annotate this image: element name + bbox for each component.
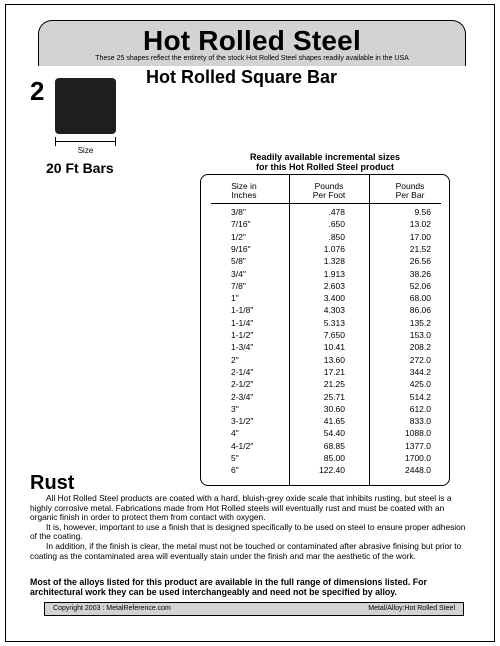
cell-per-foot: 41.65 (323, 416, 345, 427)
shape-number: 2 (30, 76, 45, 106)
cell-size: 1-1/8" (231, 305, 254, 316)
table-caption-line1: Readily available incremental sizes (249, 152, 401, 162)
cell-per-foot: 7.650 (323, 330, 345, 340)
cell-size: 6" (231, 465, 239, 476)
table-caption-line2: for this Hot Rolled Steel product (255, 162, 394, 172)
header-per-foot-line2: Per Foot (312, 190, 346, 200)
table-row (201, 305, 449, 317)
header-per-bar-line2: Per Bar (395, 190, 425, 200)
rust-paragraph: In addition, if the finish is clear, the metal must not be touched or contaminated after abrasive finising but prior to coating as the contaminated area will eventually stain under the finish and mar the aesthetic of the work. (30, 540, 462, 561)
size-table (200, 174, 450, 486)
table-row (201, 207, 449, 219)
cell-per-bar: 833.0 (409, 416, 431, 427)
page-title: Hot Rolled Steel (143, 25, 361, 56)
table-row (201, 281, 449, 293)
cell-per-bar: 17.00 (409, 231, 431, 242)
cell-per-bar: 86.06 (409, 305, 431, 316)
cell-per-foot: 13.60 (323, 354, 345, 365)
dimension-label: Size (77, 146, 94, 155)
header-per-bar (371, 182, 449, 200)
cell-per-bar: 208.2 (409, 342, 431, 353)
cell-size: 5/8" (231, 256, 246, 267)
cell-per-foot: 30.60 (323, 403, 345, 414)
rust-paragraph: It is, however, important to use a finish that is designed specifically to be used on steel to ensure proper adhesion of the coating. (30, 521, 466, 542)
cell-per-foot: 3.400 (323, 293, 345, 304)
cell-size: 1-1/2" (231, 330, 254, 340)
cell-size: 1-3/4" (231, 342, 254, 353)
rust-paragraph: All Hot Rolled Steel products are coated with a hard, bluish-grey oxide scale that inhibits rusting, but steel is a highly corrosive metal. Fabrications made from Hot Rolled steels will eventually rust and must be coated with an organic finish in order to protect them from contact with oxygen. (30, 493, 452, 523)
cell-size: 2-1/4" (231, 366, 254, 377)
cell-per-bar: 1700.0 (405, 453, 431, 463)
table-row (201, 404, 449, 416)
table-row (201, 355, 449, 367)
cell-size: 3" (231, 403, 239, 414)
cell-per-bar: 1088.0 (405, 428, 431, 439)
cell-per-foot: 122.40 (319, 465, 345, 476)
table-row (201, 219, 449, 231)
table-row (201, 416, 449, 428)
cell-per-bar: 153.0 (409, 330, 431, 340)
dimension-tick-right (115, 137, 116, 146)
rust-heading: Rust (30, 472, 75, 494)
cell-per-foot: 25.71 (323, 391, 345, 402)
cell-per-bar: 425.0 (409, 379, 431, 390)
cell-per-bar: 2448.0 (405, 465, 431, 476)
dimension-line (55, 141, 116, 142)
cell-per-bar: 13.02 (409, 219, 431, 230)
table-row (201, 379, 449, 391)
product-title: Hot Rolled Square Bar (146, 67, 338, 87)
cell-size: 3/8" (231, 207, 246, 217)
table-row (201, 293, 449, 305)
table-row (201, 453, 449, 465)
cell-size: 2-3/4" (231, 391, 254, 402)
cell-per-foot: 1.913 (323, 268, 345, 279)
cell-per-foot: .650 (328, 219, 345, 230)
cell-size: 4" (231, 428, 239, 439)
header-size (209, 182, 279, 200)
table-row (201, 367, 449, 379)
cell-size: 7/16" (231, 219, 251, 230)
cell-per-foot: 2.603 (323, 280, 345, 291)
cell-per-foot: 54.40 (323, 428, 345, 439)
rust-body (30, 494, 470, 561)
table-row (201, 269, 449, 281)
cell-per-foot: .478 (328, 207, 345, 217)
header-size-line1: Size in (231, 181, 257, 191)
table-row (201, 256, 449, 268)
cell-per-foot: 17.21 (323, 366, 345, 377)
table-row (201, 244, 449, 256)
cell-per-foot: 21.25 (323, 379, 345, 390)
cell-size: 9/16" (231, 243, 251, 254)
cell-size: 1" (231, 293, 239, 304)
footer-path: Metal/Alloy:Hot Rolled Steel (368, 605, 455, 612)
cell-per-bar: 52.06 (409, 280, 431, 291)
header-rule (211, 203, 441, 204)
cell-per-bar: 68.00 (409, 293, 431, 304)
cell-per-foot: .850 (328, 231, 345, 242)
header-per-bar-line1: Pounds (395, 181, 425, 191)
table-row (201, 330, 449, 342)
cell-size: 4-1/2" (231, 440, 254, 451)
footer-copyright: Copyright 2003 : MetalReference.com (53, 605, 171, 612)
cell-per-foot: 1.328 (323, 256, 345, 267)
table-row (201, 441, 449, 453)
dimension-tick-left (55, 137, 56, 146)
cell-per-foot: 1.076 (323, 243, 345, 254)
cell-per-bar: 38.26 (409, 268, 431, 279)
cell-size: 5" (231, 453, 239, 463)
footer-bar (44, 602, 464, 616)
cell-per-bar: 344.2 (409, 366, 431, 377)
header-per-foot (291, 182, 367, 200)
cell-size: 1-1/4" (231, 317, 254, 328)
cell-size: 1/2" (231, 231, 246, 242)
cell-per-bar: 21.52 (409, 243, 431, 254)
cell-per-bar: 1377.0 (405, 440, 431, 451)
cell-per-foot: 10.41 (323, 342, 345, 353)
table-caption (200, 152, 450, 172)
table-row (201, 392, 449, 404)
cell-size: 7/8" (231, 280, 246, 291)
cell-per-foot: 5.313 (323, 317, 345, 328)
cell-per-bar: 612.0 (409, 403, 431, 414)
cell-size: 3-1/2" (231, 416, 254, 427)
cell-per-bar: 9.56 (414, 207, 431, 217)
cell-per-bar: 272.0 (409, 354, 431, 365)
cell-size: 3/4" (231, 268, 246, 279)
table-row (201, 428, 449, 440)
header-per-foot-line1: Pounds (314, 181, 344, 191)
table-row (201, 342, 449, 354)
cell-size: 2-1/2" (231, 379, 254, 390)
cell-per-bar: 26.56 (409, 256, 431, 267)
cell-size: 2" (231, 354, 239, 365)
cell-per-foot: 68.85 (323, 440, 345, 451)
table-row (201, 318, 449, 330)
header-size-line2: Inches (231, 190, 257, 200)
bar-length: 20 Ft Bars (46, 160, 114, 176)
cell-per-foot: 4.303 (323, 305, 345, 316)
cell-per-foot: 85.00 (323, 453, 345, 463)
alloy-note: Most of the alloys listed for this product are available in the full range of dimensions listed. For architectural work they can be used interchangeably and need not be specified by alloy. (30, 577, 427, 597)
table-row (201, 232, 449, 244)
banner-subtitle: These 25 shapes reflect the entirety of the stock Hot Rolled Steel shapes readily available in the USA (95, 55, 409, 62)
title-banner (38, 20, 466, 66)
cell-per-bar: 514.2 (409, 391, 431, 402)
table-row (201, 465, 449, 477)
square-bar-icon (55, 78, 116, 134)
cell-per-bar: 135.2 (409, 317, 431, 328)
